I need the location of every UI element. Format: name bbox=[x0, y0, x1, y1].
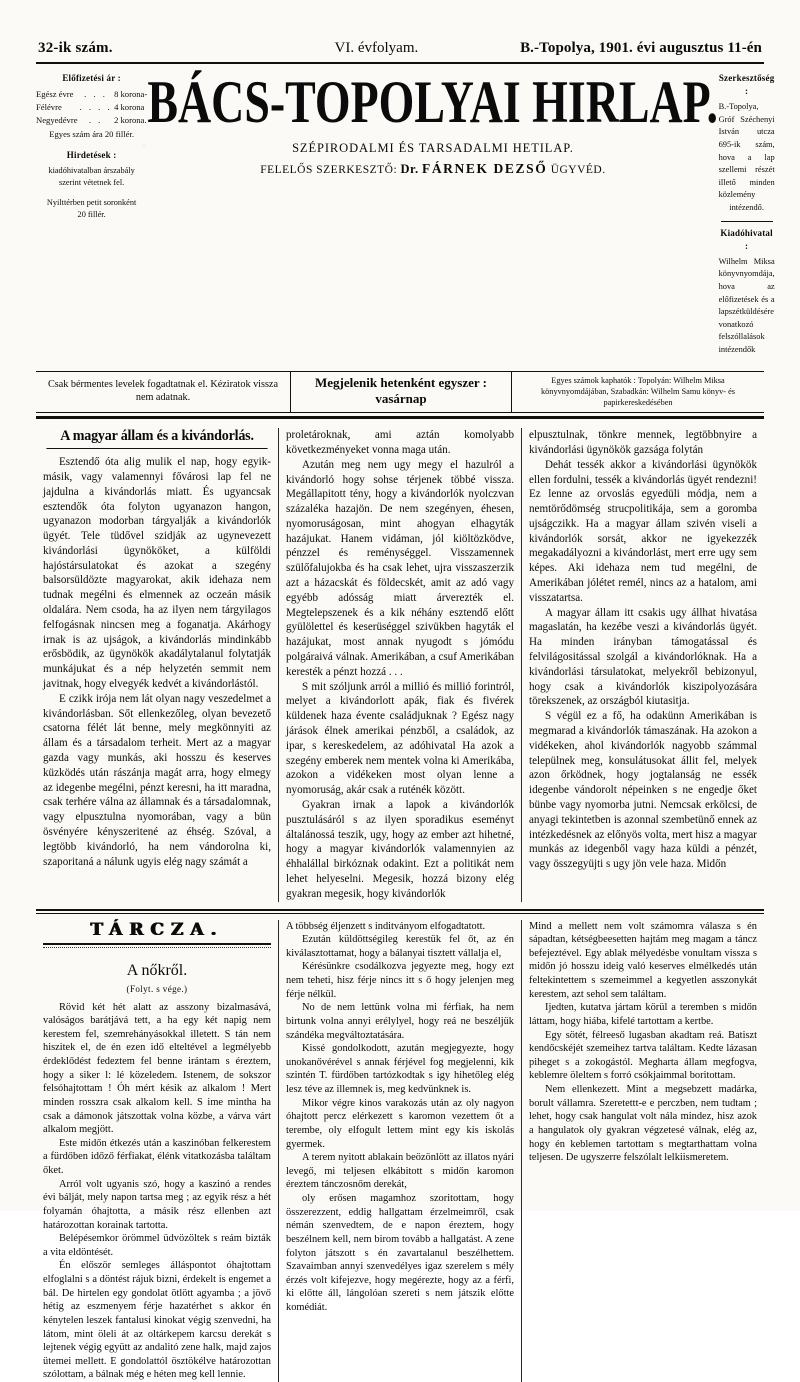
feuilleton-paragraph: Kissé gondolkodott, azután megjegyezte, hogy unokanővérével s annak férjével fog megjelenni, kik szintén T. fürdőben tartózkodtak s igy hihetőleg elég lesz téve az illemnek is, meg kedvünknek is. bbox=[286, 1043, 514, 1096]
advertising-line-1: kiadóhivatalban árszabály bbox=[48, 165, 135, 175]
editor-suffix: ÜGYVÉD. bbox=[550, 164, 606, 176]
masthead-top-row bbox=[36, 40, 764, 64]
feuilleton-paragraph: Mind a mellett nem volt számomra válasza s én sápadtan, kétségbeesetten hajtám meg magam a táncz befejeztével. Egy ablak mélyedésbe vonultam vissza s midőn jó hosszu ideig való keserves elmélkedés után feltekintettem s szemeimmel a kegyetlen asszonykát kerestem, azt sehol sem találtam. bbox=[529, 920, 757, 1000]
price-row bbox=[36, 114, 147, 127]
lead-article-title: A magyar állam és a kivándorlás. bbox=[46, 428, 267, 449]
editor-prefix: FELELŐS SZERKESZTŐ: bbox=[260, 164, 398, 176]
advertising-line-2: szerint vétetnek fel. bbox=[59, 177, 125, 187]
volume-label: VI. évfolyam. bbox=[334, 40, 419, 56]
frequency-line-2: vasárnap bbox=[375, 391, 427, 407]
editorial-office-address: B.-Topolya, Gróf Széchenyi István utcza 695-ik szám, hova a lap szellemi részét illető minden közlemény bbox=[718, 102, 775, 200]
article-paragraph: Gyakran irnak a lapok a kivándorlók pusztulásáról s az ilyen sporadikus eseményt általánossá teszik, ugy, hogy az ember azt hihetné, hogy a magyar kivándorlók valamennyien az éhhalállal birkóznak odakint. Ezt a politikát nem lehet helyeselni. Megesik, hozzá bizony elég gyakran megesik, hogy kivándorlók bbox=[286, 799, 514, 900]
issue-number: 32-ik szám. bbox=[38, 40, 113, 56]
single-copy-price: Egyes szám ára 20 fillér. bbox=[49, 129, 134, 140]
feuilleton-column-3 bbox=[521, 920, 764, 1382]
price-value: 4 korona bbox=[114, 102, 145, 113]
feuilleton-paragraph: A többség éljenzett s inditványom elfogadtatott. bbox=[286, 920, 486, 932]
article-column-3 bbox=[521, 428, 764, 902]
feuilleton-paragraph: A terem nyitott ablakain beözönlött az illatos nyári levegő, mi teljesen elkábitott s midőn karomon éreztem tánczosnőm derekát, bbox=[286, 1152, 514, 1191]
feuilleton-divider bbox=[36, 909, 764, 914]
price-dots: . . . bbox=[84, 89, 108, 100]
open-column-line-2: 20 fillér. bbox=[77, 209, 106, 219]
price-dots: . . . . bbox=[79, 102, 113, 113]
price-dots: . . bbox=[88, 115, 103, 126]
feuilleton-continuation-note: (Folyt. s vége.) bbox=[126, 983, 188, 994]
editorial-office-address-end: intézendő. bbox=[729, 202, 764, 212]
main-article-columns bbox=[36, 428, 764, 902]
article-paragraph: Esztendő óta alig mulik el nap, hogy egyik-másik, vagy valamennyi fővárosi lap fel ne jajdulna a kivándorlás miatt. És ugyancsak esztendők óta folyton ugyanazon hangon, ugyanazon modorban tárgyalják a kivándorlók ügyét. Tele tüdővel szidják az ugynevezett kivándorlási ügynököket, a külföldi hajóstársulatokat és azokat a szegény balsorsüldözte magyarokat, akik idehaza nem tudnak megélni és elmennek az oczeán másik oldalára. Nem csoda, ha az ilyen nem tárgyilagos felfogásnak nincsen meg a foganatja. Akárhogy irnak is az ujságok, a kivándorlás mindinkább erősbödik, az ügynökök akadálytalanul folytatják munkájukat és a nép helyzetén semmit nem javitnak, hogy elvegyék kedvét a kivándorlástól. bbox=[43, 456, 271, 691]
editor-name: FÁRNEK DEZSŐ bbox=[421, 161, 548, 176]
feuilleton-section bbox=[36, 920, 764, 1382]
page-sheet bbox=[36, 40, 775, 1382]
article-paragraph: Dehát tessék akkor a kivándorlási ügynökök ellen fordulni, tessék a kivándorlás ügyét rendezni! Ez lenne az orvoslás egyedüli módja, nem a nemtörődömség strucpolitikája, sem a goromba ujságczikk. Ha a magyar állam szivén viseli a kivándorlók sorsát, akkor ne igyekezzék megakadályozni a kivándorlást, mert erre ugy sem képes. Aki idehaza nem tud megélni, de Amerikában jólétet remél, nincs az a hatalom, ami visszatartsa. bbox=[529, 458, 757, 604]
subscription-heading: Előfizetési ár : bbox=[62, 73, 121, 83]
newspaper-title: BÁCS-TOPOLYAI HIRLAP. bbox=[147, 67, 719, 136]
article-paragraph: elpusztulnak, tönkre mennek, legtöbbnyire a kivándorlási ügynökök gazsága folytán bbox=[529, 429, 757, 456]
feuilleton-paragraph: Este midőn étkezés után a kaszinóban felkerestem a fürdőben időző férfiakat, élénk vitatkozásba találtam őket. bbox=[43, 1137, 271, 1177]
feuilleton-paragraph: Ijedten, kutatva jártam körül a teremben s midőn láttam, hogy hiába, kifelé tartottam a kertbe. bbox=[529, 1002, 757, 1027]
price-row bbox=[36, 101, 147, 114]
masthead-center bbox=[147, 67, 719, 357]
masthead-info-bar bbox=[36, 371, 764, 414]
article-paragraph: A magyar állam itt csakis ugy állhat hivatása magaslatán, ha kezébe veszi a kivándorlás ügyét. Ha minden irányban támogatással és felvilágositással szolgál a kivándorlóknak. Ha a kivándorlási társulatokat, melyekről bebizonyul, hogy csak a kivándorlók kiszipolyozására törekszenek, az országból kiutasitja. bbox=[529, 606, 757, 708]
feuilleton-paragraph: Ezután küldöttségileg kerestük fel őt, az én kiválasztottamat, hogy a bálanyai tisztett vállalja el, bbox=[286, 934, 514, 959]
feuilleton-paragraph: Nem ellenkezett. Mint a megsebzett madárka, borult vállamra. Szeretettt-e e perczben, nem tudtam ; lehet, hogy csak hangulat volt nála mindez, hisz azok a hangulatok oly gyakran végzetesé válnak, elég az, hogy én keblemen tartottam s megtarthattam volna teljesen. De ugyszerre felszólalt lelkiismeretem. bbox=[529, 1084, 757, 1164]
advertising-heading: Hirdetések : bbox=[66, 149, 117, 160]
editorial-office-box bbox=[719, 70, 775, 357]
newspaper-subtitle: SZÉPIRODALMI ÉS TARSADALMI HETILAP. bbox=[292, 141, 574, 155]
letters-policy: Csak bérmentes levelek fogadtatnak el. Kéziratok vissza nem adatnak. bbox=[48, 379, 278, 404]
feuilleton-paragraph: Mikor végre kinos varakozás után az oly nagyon óhajtott percz elérkezett s karomon vezettem őt a terembe, oly elfogult lettem mint egy kis iskolás gyermek. bbox=[286, 1097, 514, 1150]
price-value: 2 korona. bbox=[114, 115, 147, 126]
feuilleton-title: A nőkről. bbox=[126, 961, 188, 979]
feuilleton-column-2 bbox=[278, 920, 521, 1382]
frequency-line-1: Megjelenik hetenként egyszer : bbox=[315, 375, 487, 391]
publisher-heading: Kiadóhivatal : bbox=[720, 227, 773, 251]
article-paragraph: S mit szóljunk arról a millió és millió forintról, melyet a kivándorlott apák, fiak és fivérek küldenek haza évente családjuknak ? Egész nagy járások élnek amerikai pénzből, a családok, az ipar, s kereskedelem, az adóhivatal Ha azok a szegény emberek nem mentek volna ki Amerikába, azokon a vidékeken most olyan lenne a nyomoruság, akár csak a ruténék között. bbox=[286, 680, 514, 797]
editorial-office-heading: Szerkesztőség : bbox=[718, 73, 775, 97]
editor-title: Dr. bbox=[400, 162, 419, 176]
feuilleton-paragraph: Rövid két hét alatt az asszony bizalmasává, valóságos barátjává tett, a ha egy két napig nem kerestem fel, szemrehányásokkal illetett. S tán nem hiszitek el, de én ezen idő elteltével a legmélyebb érdeklődést fedeztem fel benne irántam s éreztem, hogy a siker l: lé közeledem. Istenem, de sokszor felsóhajtottam ! Óh mért késik az alkalom ! Mert minden rosszra csak alkalom kell. S ime mintha ha csak a dámonok játszottak volna közbe, a várva várt alkalom megjött. bbox=[43, 1001, 271, 1136]
price-value: 8 korona- bbox=[114, 89, 148, 100]
subscription-box bbox=[36, 70, 147, 357]
price-table bbox=[36, 88, 147, 127]
masthead bbox=[36, 64, 775, 357]
feuilleton-paragraph: Belépésemkor örömmel üdvözöltek s reám bizták a vita eldöntését. bbox=[43, 1233, 271, 1258]
advertising-block bbox=[36, 149, 147, 189]
article-column-1 bbox=[36, 428, 278, 902]
feuilleton-paragraph: Én először semleges álláspontot óhajtottam elfoglalni s a döntést rájuk bizni, érdekelt is engemet a bál. De hirtelen egy gondolat ötlött agyamba ; a jövő hétig az eszmenyem férje hazatérhet s akkor én kénytelen leszek fantalusi kinokat végig szenvedni, ha látom, mint öleli át az oltárkepem karcsu derekát s lejtenek végig együtt az andalitó zene halk, majd zajos ütemei mellett. E gondolattól ösztökélve határozottan szólottam, a bálnak még e héten meg kell lennie. bbox=[43, 1260, 271, 1381]
feuilleton-paragraph: oly erősen magamhoz szoritottam, hogy összerezzent, eddig hallgattam érzelmeimről, csak némán szenvedtem, de e napon éreztem, hogy beszélnem kell, nem birom tovább a hallgatást. A zene folyton játszott s én zavartalanul beszélhettem. Szavaimban annyi szenvedélyes igaz szerelem s mély érzés volt kifejezve, hogy megérezte, hogy az a férfi, ki előtte áll, lángolóan szereti s nem játszik előtte komédiát. bbox=[286, 1193, 514, 1314]
price-label: Félévre bbox=[36, 102, 62, 113]
article-paragraph: Azután meg nem ugy megy el hazulról a kivándorló hogy sohse térjenek többé vissza. Megállapitott tény, hogy a kivándorlók nyolczvan százaléka hazajön. De nem szegényen, éhesen, nyomoruságosan, mint ahogyan elhagyták hazájukat. Hanem vidáman, jól kiöltözködve, pénzzel és reménységgel. Visszamennek szülőfalujokba és ha csak lehet, ujra visszaszerzik azt a házacskát és földecskét, amit az adó vagy egyébb adósság miatt árverezték el. Megtelepszenek és a kik néhány esztendő előtt gyülölettel és keserüséggel szivükben hagyták el hazájukat, most annak nyugodt s jómódu polgáraivá válnak. Amerikában, a csuf Amerikában keresték a pénzt hozzá . . . bbox=[286, 458, 514, 678]
editor-line bbox=[153, 161, 712, 177]
feuilleton-paragraph: Arról volt ugyanis szó, hogy a kaszinó a rendes évi bálját, mely napon tartsa meg ; az egyik rész a hét folyamán óhajtotta, a másik rész ellenben azt határozottan korainak tartotta. bbox=[43, 1178, 271, 1231]
feuilleton-header-rule bbox=[43, 943, 271, 948]
where-to-buy: Egyes számok kaphatók : Topolyán: Wilhelm Miksa könyvnyomdájában, Szabadkán: Wilhelm Samu könyv- és papirkereskedésében bbox=[541, 375, 735, 407]
publisher-address: Wilhelm Miksa könyvnyomdája, hova az előfizetések és a lapszétküldésére vonatkozó felszóllalások intézendők bbox=[718, 256, 775, 354]
open-column-block bbox=[36, 197, 147, 221]
place-and-date: B.-Topolya, 1901. évi augusztus 11-én bbox=[520, 40, 762, 56]
open-column-line-1: Nyilttérben petit soronként bbox=[46, 197, 137, 207]
feuilleton-paragraph: No de nem lettünk volna mi férfiak, ha nem birtunk volna annyi erélylyel, hogy reá ne beszéljük szándéka megváltoztatására. bbox=[286, 1002, 514, 1041]
price-row bbox=[36, 88, 147, 101]
price-label: Egész évre bbox=[36, 89, 74, 100]
masthead-bottom-rule bbox=[36, 416, 764, 419]
article-column-2 bbox=[278, 428, 521, 902]
publication-frequency bbox=[290, 372, 512, 413]
article-paragraph: proletároknak, ami aztán komolyabb következményeket vonna maga után. bbox=[286, 429, 514, 456]
article-paragraph: S végül ez a fő, ha odakünn Amerikában is megmarad a kivándorlók támaszának. Ha azokon a vidékeken, ahol kivándorlók nagyobb számmal települnek meg, konsulátusokat állit fel, melyek azon őrködnek, hogy jogtalanság ne essék idegenbe vándorolt népeinken s ne engedje őket bünbe vagy nyomorba jutni. Nemcsak erkölcsi, de anyagi tekintetben is azonnal szembetünő ennek az intézkedésnek az előnyös volta, mert hisz a magyar munkás az idegenből vagy haza küldi a pénzét, vagy összegyüjti s ugy jön vele haza. Midőn bbox=[529, 710, 757, 871]
feuilleton-header: TÁRCZA. bbox=[90, 919, 224, 940]
divider-rule bbox=[721, 221, 773, 222]
feuilleton-paragraph: Kérésünkre csodálkozva jegyezte meg, hogy ezt nem teheti, hisz férje nincs itt s ő hogy jelenjen meg férje nélkül. bbox=[286, 961, 514, 1000]
price-label: Negyedévre bbox=[36, 115, 78, 126]
feuilleton-column-1 bbox=[36, 920, 278, 1382]
article-paragraph: E czikk irója nem lát olyan nagy veszedelmet a kivándorlásban. Sőt ellenkezőleg, olyan bevezető csatorna félét lát benne, mely megkönnyiti az állam és a társadalom terheit. Mert az a magyar gazda vagy munkás, aki hosszu és keserves küzködés után rászánja magát arra, hogy elmegy az idegenbe megélni, pénzt keresni, ha itt maradna, csak terhére válna az államnak és a társadalomnak, vagy elpusztulna nyomorában, vagy a bün ösvényére kényszeritené az éhség. Szóval, a legtöbb kivándorló, ha nem vándorolna ki, szaporitaná a nálunk ugyis elég nagy számát a bbox=[43, 692, 271, 868]
feuilleton-paragraph: Egy sötét, félreeső lugasban akadtam reá. Batiszt kendőcskéjét szemeihez tartva találtam. Kedte lázasan piheget s a zokogástól. Megharta állam megfogva, keblemre öleltem s forró csókjaimmal boritottam. bbox=[529, 1029, 757, 1082]
